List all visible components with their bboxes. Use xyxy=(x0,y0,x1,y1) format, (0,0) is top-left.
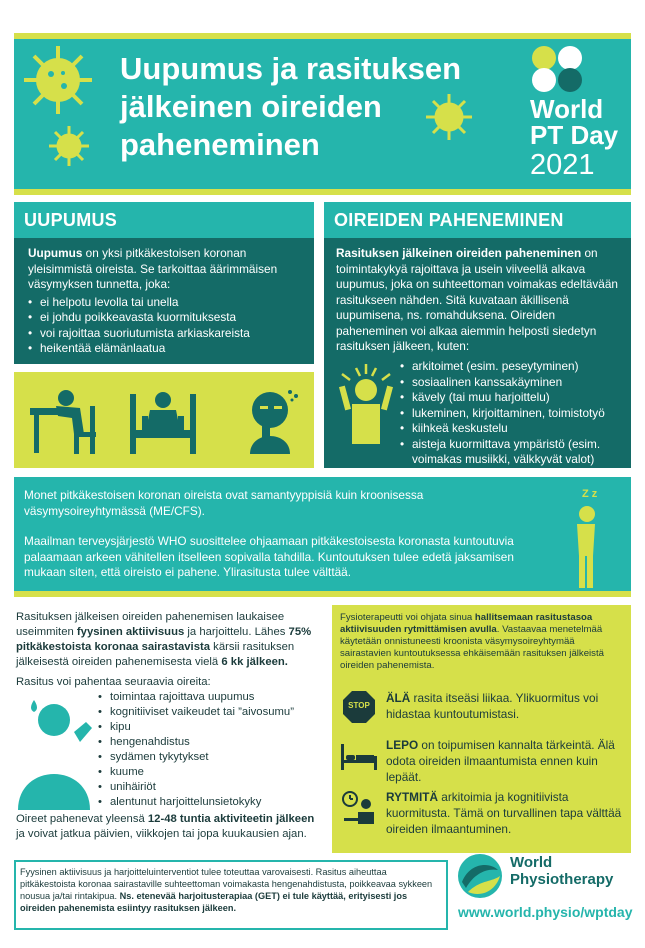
zzz-text: Z z xyxy=(582,488,598,500)
pacing-intro: Fysioterapeutti voi ohjata sinua hallitsemaan rasitustasoa aktiivisuuden rytmittämisen avulla. Vastaavaa menetelmää käytetään onnistuneesti kroonista väsymysoireyhtymää sairastavien kuntoutuksessa ehkäisemään rasituksen jälkeistä oireiden pahenemista. xyxy=(340,612,604,671)
list-item: • kävely (tai muu harjoittelu) xyxy=(400,390,625,406)
timing-text: Oireet pahenevat yleensä 12-48 tuntia aktiviteetin jälkeen ja voivat jatkua päivien, viikkojen tai jopa kuukausien ajan. xyxy=(16,813,315,840)
person-with-clock-icon xyxy=(340,790,380,826)
list-item: • sydämen tykytykset xyxy=(98,750,323,765)
logo-year: 2021 xyxy=(530,149,595,181)
list-item: • ei johdu poikkeavasta kuormituksesta xyxy=(28,310,308,326)
world-physiotherapy-brand: World Physiotherapy xyxy=(510,854,614,888)
info-text: Monet pitkäkestoisen koronan oireista ovat samantyyppisiä kuin kroonisessa väsymysoireyhtymässä (ME/CFS). Maailman terveysjärjestö WHO suosittelee ohjaamaan pitkäkestoisesta koronasta kuntoutuvia palaamaan arkeen vähitellen itselleen sopivalla tahdilla. Kuntoutuksen tulee edetä jaksamisen mukaan siten, että oireisto ei pahene. Ylirasitusta tulee välttää. xyxy=(24,488,514,579)
tired-standing-person-icon xyxy=(565,504,605,590)
list-item: • arkitoimet (esim. peseytyminen) xyxy=(400,359,625,375)
overwhelmed-person-icon xyxy=(336,360,396,456)
footer-url-link[interactable]: www.world.physio/wptday xyxy=(458,904,633,920)
symptoms-intro: Rasitus voi pahentaa seuraavia oireita: xyxy=(16,676,211,688)
list-item: • aisteja kuormittava ympäristö (esim. voimakas musiikki, välkkyvät valot) xyxy=(400,437,625,468)
list-item: • lukeminen, kirjoittaminen, toimistotyö xyxy=(400,406,625,422)
list-item: • kognitiiviset vaikeudet tai ”aivosumu” xyxy=(98,705,323,720)
list-item: • kuume xyxy=(98,765,323,780)
uupumus-heading: UUPUMUS xyxy=(24,210,118,230)
list-item: • kiihkeä keskustelu xyxy=(400,421,625,437)
tip-lepo: LEPO on toipumisen kannalta tärkeintä. Älä odota oireiden ilmaantumista ennen kuin lepäät. xyxy=(386,738,615,784)
list-item: • hengenahdistus xyxy=(98,735,323,750)
footer-note: Fyysinen aktiivisuus ja harjoitteluinterventiot tulee toteuttaa varovaisesti. Rasitus aiheuttaa pitkäkestoista koronaa sairastaville suhteettoman voimakasta hengenahdistusta, poikkeavaa sykkeen nousua ja/tai rintakipua. Ns. etenevää harjoitusterapiaa (GET) ei tule käyttää, erityisesti jos oireiden pahenemista esiintyy rasituksen jälkeen. xyxy=(20,867,433,913)
oireiden-text: Rasituksen jälkeinen oireiden paheneminen on toimintakykyä rajoittava ja usein viiveellä alkava uupumus, joka on suhteettoman voimakas edeltävään rasitukseen nähden. Sitä kuvataan äkillisenä uupumisena, ns. romahduksena. Oireiden paheneminen voi alkaa aiemmin helposti siedetyn rasituksen jälkeen, kuten: xyxy=(336,246,618,353)
bed-icon xyxy=(340,742,378,772)
list-item: • alentunut harjoittelunsietokyky xyxy=(98,795,323,810)
list-item: • toimintaa rajoittava uupumus xyxy=(98,690,323,705)
triggers-text: Rasituksen jälkeisen oireiden pahenemisen laukaisee useimmiten fyysinen aktiivisuus ja harjoittelu. Lähes 75% pitkäkestoista koronaa sairastavista kärsii rasituksen jälkeisestä oireiden pahenemisesta vielä 6 kk jälkeen. xyxy=(16,611,312,668)
list-item: • voi rajoittaa suoriutumista arkiaskareista xyxy=(28,326,308,342)
person-at-desk-icon xyxy=(28,386,102,456)
list-item: • unihäiriöt xyxy=(98,780,323,795)
world-pt-day-logo-icon xyxy=(530,44,584,94)
logo-text: World PT Day xyxy=(530,94,619,150)
list-item: • ei helpotu levolla tai unella xyxy=(28,295,308,311)
list-item: • sosiaalinen kanssakäyminen xyxy=(400,375,625,391)
oireiden-heading: OIREIDEN PAHENEMINEN xyxy=(334,210,564,230)
stop-sign-label: STOP xyxy=(348,701,370,710)
page-title: Uupumus ja rasituksen jälkeinen oireiden paheneminen xyxy=(120,51,462,162)
sick-person-icon xyxy=(14,692,104,812)
tip-ala: ÄLÄ rasita itseäsi liikaa. Ylikuormitus voi hidastaa kuntoutumistasi. xyxy=(386,691,599,721)
trigger-list xyxy=(400,359,625,468)
symptom-list xyxy=(98,690,323,810)
list-item: • heikentää elämänlaatua xyxy=(28,341,308,357)
tip-rytmita: RYTMITÄ arkitoimia ja kognitiivista kuormitusta. Tämä on turvallinen tapa välttää oireiden ilmaantuminen. xyxy=(386,790,622,836)
world-physiotherapy-logo-icon xyxy=(456,852,504,900)
list-item: • kipu xyxy=(98,720,323,735)
uupumus-text: Uupumus on yksi pitkäkestoisen koronan yleisimmistä oireista. Se tarkoittaa äärimmäisen väsymyksen tunnetta, joka: • ei helpotu levolla tai unella • ei johdu poikkeavasta kuormituksesta • voi rajoittaa suoriutumista arkiaskareista • heikentää elämänlaatua xyxy=(28,246,308,357)
tired-face-icon xyxy=(238,386,302,456)
person-on-bed-icon xyxy=(128,386,198,456)
virus-icon xyxy=(45,122,95,172)
